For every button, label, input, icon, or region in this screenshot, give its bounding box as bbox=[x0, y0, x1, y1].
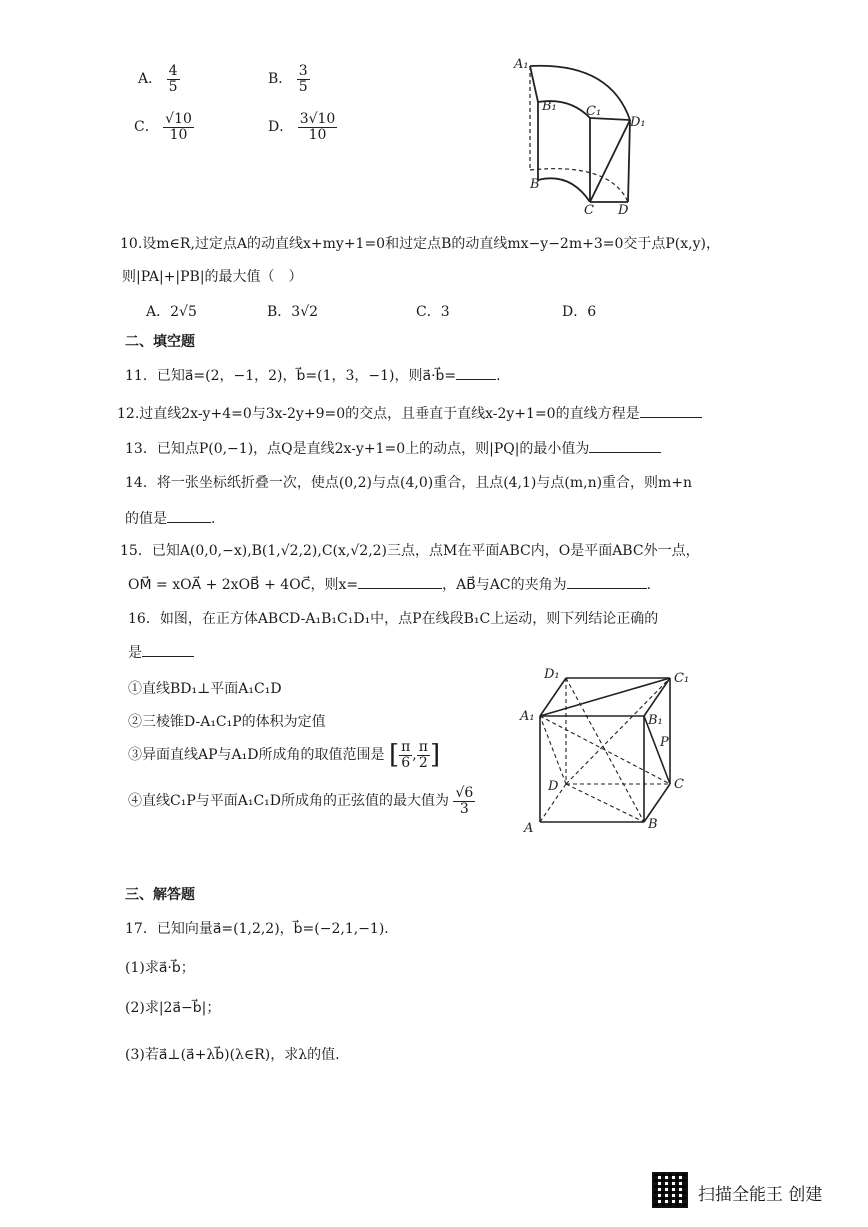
q15-line2-a: OM⃗ = xOA⃗ + 2xOB⃗ + 4OC⃗，则x= bbox=[128, 577, 359, 593]
q16-item2: ②三棱锥D-A₁C₁P的体积为定值 bbox=[128, 714, 326, 730]
fig16-label-p: P bbox=[660, 735, 669, 750]
fig16-label-a: A bbox=[524, 821, 534, 836]
q13-blank bbox=[589, 452, 661, 453]
q9-option-a-fraction: $\frac{4}{5}$ bbox=[168, 63, 178, 95]
q16-line1: 16．如图，在正方体ABCD-A₁B₁C₁D₁中，点P在线段B₁C上运动，则下列结论正确的 bbox=[128, 611, 659, 627]
q14-line2: 的值是 . bbox=[125, 511, 216, 527]
fig16-label-a1: A₁ bbox=[520, 709, 535, 724]
q9-option-a-label: A． bbox=[138, 71, 163, 88]
fig9-label-b1: B₁ bbox=[542, 99, 557, 114]
diagonal-c-d1 bbox=[590, 120, 630, 202]
q17-part2: (2)求|2a⃗−b⃗|； bbox=[125, 1000, 221, 1016]
q9-option-c-label: C． bbox=[134, 119, 159, 136]
q17-line1: 17．已知向量a⃗=(1,2,2)，b⃗=(−2,1,−1)． bbox=[125, 921, 399, 937]
fig9-label-b: B bbox=[530, 177, 540, 192]
q9-option-b bbox=[268, 64, 310, 94]
q16-cube-figure bbox=[518, 662, 698, 838]
qr-code-icon bbox=[652, 1172, 688, 1208]
q16-item3-upper: $\frac{\pi}{2}$ bbox=[418, 739, 428, 771]
q9-figure bbox=[510, 52, 670, 220]
q13-text: 13．已知点P(0,−1)，点Q是直线2x-y+1=0上的动点，则|PQ|的最小值为 bbox=[125, 441, 590, 457]
inner-arc-bottom bbox=[538, 178, 590, 202]
section-fill-in-heading: 二、填空题 bbox=[125, 334, 195, 350]
q9-option-c-fraction: $\frac{√10}{10}$ bbox=[165, 111, 192, 143]
fig16-label-c1: C₁ bbox=[674, 671, 690, 686]
q15-line1: 15．已知A(0,0,−x),B(1,√2,2),C(x,√2,2)三点，点M在平面ABC内，O是平面ABC外一点， bbox=[120, 543, 700, 559]
q9-option-d bbox=[268, 112, 337, 142]
q17-part3: (3)若a⃗⊥(a⃗+λb⃗)(λ∈R)，求λ的值. bbox=[125, 1047, 340, 1063]
fig16-label-c: C bbox=[674, 777, 684, 792]
q9-option-a bbox=[138, 64, 180, 94]
scanner-watermark-text: 扫描全能王 创建 bbox=[698, 1185, 823, 1205]
edge-a1-c1 bbox=[540, 678, 670, 716]
fig9-label-d: D bbox=[618, 203, 629, 218]
q16-line2-text: 是 bbox=[128, 645, 142, 661]
q9-option-d-fraction: $\frac{3√10}{10}$ bbox=[299, 111, 336, 143]
fig9-label-d1: D₁ bbox=[630, 115, 646, 130]
q10-line2: 则|PA|+|PB|的最大值（ ） bbox=[122, 269, 303, 285]
fig9-label-c: C bbox=[584, 203, 594, 218]
fig16-label-b1: B₁ bbox=[648, 713, 663, 728]
section-solution-heading: 三、解答题 bbox=[125, 887, 195, 903]
edge-d1-d bbox=[628, 120, 630, 202]
q10-option-b: B．3√2 bbox=[267, 304, 319, 320]
q11-text: 11．已知a⃗=(2，−1，2)，b⃗=(1，3，−1)，则a⃗·b⃗= bbox=[125, 368, 457, 384]
q9-option-d-label: D． bbox=[268, 119, 294, 136]
q16-item1: ①直线BD₁⊥平面A₁C₁D bbox=[128, 681, 282, 697]
fig9-label-c1: C₁ bbox=[586, 104, 602, 119]
hidden-outer-arc-bottom bbox=[530, 169, 628, 202]
fig16-label-d1: D₁ bbox=[544, 667, 560, 682]
q17-part1: (1)求a⃗·b⃗； bbox=[125, 960, 195, 976]
q11-blank bbox=[456, 379, 496, 380]
q14-blank bbox=[167, 522, 211, 523]
q15-blank-angle bbox=[567, 588, 647, 589]
q15-blank-x bbox=[358, 588, 442, 589]
fig16-label-d: D bbox=[548, 779, 559, 794]
q16-item3: ③异面直线AP与A₁D所成角的取值范围是 [ $\frac{\pi}{6}$ , $\frac{\pi}{2}$ ] bbox=[128, 739, 441, 771]
edge-a1-b1 bbox=[530, 66, 538, 102]
q9-option-c bbox=[134, 112, 194, 142]
q16-blank bbox=[142, 656, 194, 657]
q13 bbox=[125, 438, 661, 458]
q14-line1: 14．将一张坐标纸折叠一次，使点(0,2)与点(4,0)重合，且点(4,1)与点(m,n)重合，则m+n bbox=[125, 475, 693, 491]
q9-option-b-label: B． bbox=[268, 71, 293, 88]
q12 bbox=[117, 403, 702, 423]
q9-option-b-fraction: $\frac{3}{5}$ bbox=[298, 63, 308, 95]
q12-blank bbox=[640, 417, 702, 418]
q10-line1: 10.设m∈R,过定点A的动直线x+my+1=0和过定点B的动直线mx−y−2m+3=0交于点P(x,y)， bbox=[120, 236, 720, 252]
q16-item4-text: ④直线C₁P与平面A₁C₁D所成角的正弦值的最大值为 bbox=[128, 793, 450, 810]
q16-item3-lower: $\frac{\pi}{6}$ bbox=[401, 739, 411, 771]
q16-line2 bbox=[128, 642, 194, 662]
q10-option-d: D．6 bbox=[562, 304, 597, 320]
fig16-label-b: B bbox=[648, 817, 658, 832]
q15-line2-b: ，AB⃗与AC的夹角为 bbox=[442, 577, 567, 593]
q16-item3-text: ③异面直线AP与A₁D所成角的取值范围是 bbox=[128, 747, 385, 764]
q11: 11．已知a⃗=(2，−1，2)，b⃗=(1，3，−1)，则a⃗·b⃗= . bbox=[125, 368, 501, 384]
q14-line2-text: 的值是 bbox=[125, 511, 167, 527]
q10-option-c: C．3 bbox=[416, 304, 450, 320]
q12-text: 12.过直线2x-y+4=0与3x-2y+9=0的交点，且垂直于直线x-2y+1=0的直线方程是 bbox=[117, 406, 640, 422]
fig9-label-a1: A₁ bbox=[514, 57, 529, 72]
q16-item4 bbox=[128, 786, 475, 816]
q10-option-a: A．2√5 bbox=[146, 304, 197, 320]
q16-item4-fraction: $\frac{√6}{3}$ bbox=[455, 785, 474, 817]
q15-line2: OM⃗ = xOA⃗ + 2xOB⃗ + 4OC⃗，则x= ，AB⃗与AC的夹角为 . bbox=[128, 577, 652, 593]
